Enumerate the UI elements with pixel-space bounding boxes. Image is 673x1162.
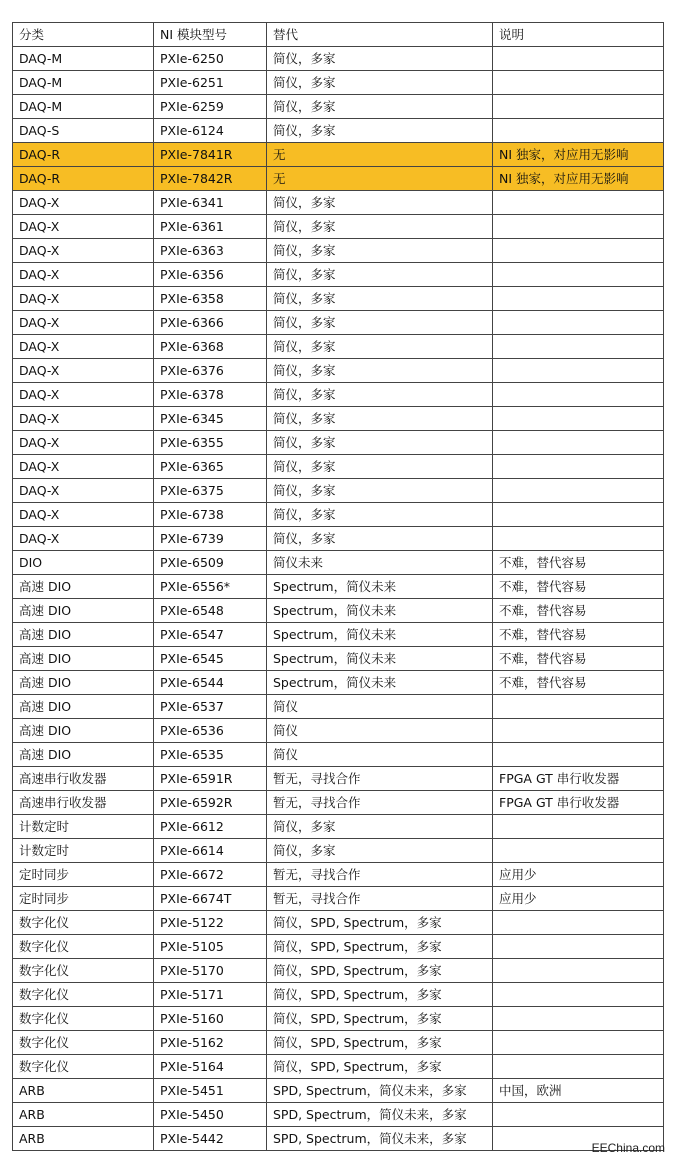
note-cell: [493, 95, 664, 119]
note-cell: [493, 479, 664, 503]
model-cell: PXIe-6545: [154, 647, 267, 671]
model-cell: PXIe-6674T: [154, 887, 267, 911]
note-cell: [493, 503, 664, 527]
category-cell: ARB: [13, 1127, 154, 1151]
note-cell: [493, 911, 664, 935]
header-note: 说明: [493, 23, 664, 47]
replacement-cell: 简仪未来: [267, 551, 493, 575]
note-cell: 不难，替代容易: [493, 599, 664, 623]
replacement-cell: 简仪，多家: [267, 335, 493, 359]
replacement-cell: 简仪: [267, 719, 493, 743]
table-row: [13, 671, 664, 695]
table-row: [13, 263, 664, 287]
table-row: [13, 1055, 664, 1079]
table-row: [13, 359, 664, 383]
category-cell: 高速 DIO: [13, 743, 154, 767]
category-cell: DAQ-S: [13, 119, 154, 143]
note-cell: [493, 191, 664, 215]
replacement-cell: 简仪，多家: [267, 503, 493, 527]
replacement-cell: 简仪，多家: [267, 119, 493, 143]
replacement-cell: 暂无，寻找合作: [267, 887, 493, 911]
replacement-cell: 简仪，多家: [267, 431, 493, 455]
category-cell: DAQ-X: [13, 479, 154, 503]
note-cell: NI 独家，对应用无影响: [493, 167, 664, 191]
note-cell: [493, 287, 664, 311]
replacement-cell: 简仪，多家: [267, 311, 493, 335]
note-cell: [493, 527, 664, 551]
table-row: [13, 815, 664, 839]
category-cell: DAQ-X: [13, 191, 154, 215]
category-cell: DAQ-X: [13, 359, 154, 383]
replacement-cell: 简仪: [267, 695, 493, 719]
model-cell: PXIe-5450: [154, 1103, 267, 1127]
replacement-cell: 无: [267, 167, 493, 191]
table-row: [13, 311, 664, 335]
category-cell: 定时同步: [13, 887, 154, 911]
table-row: [13, 407, 664, 431]
model-cell: PXIe-6509: [154, 551, 267, 575]
table-row: [13, 1127, 664, 1151]
replacement-cell: 简仪，多家: [267, 287, 493, 311]
replacement-cell: 简仪，多家: [267, 71, 493, 95]
table-row: [13, 71, 664, 95]
note-cell: 不难，替代容易: [493, 671, 664, 695]
model-cell: PXIe-6738: [154, 503, 267, 527]
model-cell: PXIe-6376: [154, 359, 267, 383]
note-cell: [493, 983, 664, 1007]
model-cell: PXIe-6592R: [154, 791, 267, 815]
note-cell: 不难，替代容易: [493, 575, 664, 599]
category-cell: 高速串行收发器: [13, 767, 154, 791]
category-cell: DAQ-M: [13, 95, 154, 119]
note-cell: [493, 815, 664, 839]
model-cell: PXIe-6544: [154, 671, 267, 695]
category-cell: 高速串行收发器: [13, 791, 154, 815]
model-cell: PXIe-6535: [154, 743, 267, 767]
model-cell: PXIe-5164: [154, 1055, 267, 1079]
model-cell: PXIe-6378: [154, 383, 267, 407]
replacement-cell: 无: [267, 143, 493, 167]
replacement-cell: 简仪，多家: [267, 263, 493, 287]
table-row: [13, 143, 664, 167]
category-cell: 数字化仪: [13, 911, 154, 935]
replacement-cell: 简仪，SPD, Spectrum，多家: [267, 935, 493, 959]
model-cell: PXIe-6259: [154, 95, 267, 119]
category-cell: DAQ-X: [13, 335, 154, 359]
note-cell: [493, 1031, 664, 1055]
replacement-cell: SPD, Spectrum，简仪未来，多家: [267, 1127, 493, 1151]
model-cell: PXIe-6124: [154, 119, 267, 143]
model-cell: PXIe-6548: [154, 599, 267, 623]
note-cell: FPGA GT 串行收发器: [493, 791, 664, 815]
replacement-cell: Spectrum，简仪未来: [267, 599, 493, 623]
replacement-cell: 暂无，寻找合作: [267, 791, 493, 815]
replacement-cell: 简仪，SPD, Spectrum，多家: [267, 959, 493, 983]
model-cell: PXIe-6366: [154, 311, 267, 335]
table-row: [13, 167, 664, 191]
model-cell: PXIe-6375: [154, 479, 267, 503]
header-model: NI 模块型号: [154, 23, 267, 47]
table-row: [13, 839, 664, 863]
category-cell: 计数定时: [13, 839, 154, 863]
table-row: [13, 95, 664, 119]
category-cell: 高速 DIO: [13, 671, 154, 695]
model-cell: PXIe-6250: [154, 47, 267, 71]
note-cell: [493, 1007, 664, 1031]
note-cell: [493, 239, 664, 263]
note-cell: [493, 959, 664, 983]
model-cell: PXIe-6358: [154, 287, 267, 311]
note-cell: 不难，替代容易: [493, 551, 664, 575]
model-cell: PXIe-5162: [154, 1031, 267, 1055]
table-row: [13, 695, 664, 719]
model-cell: PXIe-6368: [154, 335, 267, 359]
category-cell: DAQ-X: [13, 239, 154, 263]
category-cell: 高速 DIO: [13, 719, 154, 743]
table-row: [13, 959, 664, 983]
category-cell: DAQ-X: [13, 263, 154, 287]
category-cell: 高速 DIO: [13, 695, 154, 719]
note-cell: [493, 407, 664, 431]
model-cell: PXIe-5105: [154, 935, 267, 959]
note-cell: [493, 839, 664, 863]
category-cell: DAQ-M: [13, 47, 154, 71]
model-cell: PXIe-6361: [154, 215, 267, 239]
model-cell: PXIe-5171: [154, 983, 267, 1007]
replacement-cell: 简仪，多家: [267, 383, 493, 407]
table-row: [13, 743, 664, 767]
note-cell: [493, 719, 664, 743]
table-row: [13, 767, 664, 791]
note-cell: 应用少: [493, 863, 664, 887]
note-cell: [493, 935, 664, 959]
note-cell: [493, 335, 664, 359]
table-row: [13, 215, 664, 239]
replacement-cell: 简仪，多家: [267, 47, 493, 71]
category-cell: DAQ-X: [13, 287, 154, 311]
table-row: [13, 191, 664, 215]
replacement-cell: 简仪，多家: [267, 479, 493, 503]
category-cell: DAQ-R: [13, 167, 154, 191]
header-category: 分类: [13, 23, 154, 47]
table-row: [13, 1031, 664, 1055]
table-row: [13, 47, 664, 71]
table-row: [13, 1007, 664, 1031]
table-row: [13, 335, 664, 359]
model-cell: PXIe-6547: [154, 623, 267, 647]
note-cell: [493, 431, 664, 455]
note-cell: [493, 455, 664, 479]
replacement-cell: SPD, Spectrum，简仪未来，多家: [267, 1103, 493, 1127]
model-cell: PXIe-5160: [154, 1007, 267, 1031]
model-cell: PXIe-6355: [154, 431, 267, 455]
replacement-cell: 简仪，多家: [267, 215, 493, 239]
category-cell: 高速 DIO: [13, 647, 154, 671]
replacement-cell: 简仪，SPD, Spectrum，多家: [267, 911, 493, 935]
model-cell: PXIe-6537: [154, 695, 267, 719]
table-row: [13, 287, 664, 311]
category-cell: DAQ-X: [13, 455, 154, 479]
note-cell: [493, 743, 664, 767]
note-cell: 不难，替代容易: [493, 623, 664, 647]
note-cell: NI 独家，对应用无影响: [493, 143, 664, 167]
model-cell: PXIe-6341: [154, 191, 267, 215]
note-cell: [493, 47, 664, 71]
replacement-cell: 简仪，多家: [267, 815, 493, 839]
category-cell: DAQ-X: [13, 215, 154, 239]
replacement-cell: 简仪，多家: [267, 359, 493, 383]
replacement-cell: Spectrum，简仪未来: [267, 623, 493, 647]
category-cell: 定时同步: [13, 863, 154, 887]
model-cell: PXIe-6536: [154, 719, 267, 743]
replacement-cell: 简仪，SPD, Spectrum，多家: [267, 1055, 493, 1079]
replacement-cell: 简仪，多家: [267, 191, 493, 215]
model-cell: PXIe-6363: [154, 239, 267, 263]
model-cell: PXIe-5122: [154, 911, 267, 935]
table-row: [13, 119, 664, 143]
replacement-cell: 简仪，SPD, Spectrum，多家: [267, 1007, 493, 1031]
category-cell: DIO: [13, 551, 154, 575]
model-cell: PXIe-6556*: [154, 575, 267, 599]
model-cell: PXIe-6614: [154, 839, 267, 863]
category-cell: DAQ-X: [13, 311, 154, 335]
model-cell: PXIe-6739: [154, 527, 267, 551]
category-cell: 计数定时: [13, 815, 154, 839]
model-cell: PXIe-7841R: [154, 143, 267, 167]
model-cell: PXIe-6612: [154, 815, 267, 839]
table-row: [13, 647, 664, 671]
replacement-cell: Spectrum，简仪未来: [267, 647, 493, 671]
model-cell: PXIe-6365: [154, 455, 267, 479]
table-row: [13, 887, 664, 911]
note-cell: [493, 1055, 664, 1079]
table-row: [13, 599, 664, 623]
replacement-cell: 简仪，多家: [267, 839, 493, 863]
note-cell: [493, 359, 664, 383]
table-row: [13, 551, 664, 575]
category-cell: 数字化仪: [13, 1031, 154, 1055]
note-cell: [493, 119, 664, 143]
model-cell: PXIe-6345: [154, 407, 267, 431]
category-cell: 数字化仪: [13, 959, 154, 983]
module-replacement-table: [12, 22, 664, 1151]
table-row: [13, 791, 664, 815]
note-cell: [493, 1103, 664, 1127]
replacement-cell: SPD, Spectrum，简仪未来，多家: [267, 1079, 493, 1103]
note-cell: 应用少: [493, 887, 664, 911]
category-cell: DAQ-X: [13, 503, 154, 527]
table-row: [13, 1079, 664, 1103]
table-row: [13, 1103, 664, 1127]
replacement-cell: 简仪，多家: [267, 455, 493, 479]
table-row: [13, 983, 664, 1007]
header-row: [13, 23, 664, 47]
table-row: [13, 431, 664, 455]
category-cell: 高速 DIO: [13, 575, 154, 599]
note-cell: 不难，替代容易: [493, 647, 664, 671]
replacement-cell: 简仪，多家: [267, 407, 493, 431]
replacement-cell: 简仪，多家: [267, 239, 493, 263]
category-cell: DAQ-X: [13, 383, 154, 407]
header-replacement: 替代: [267, 23, 493, 47]
note-cell: [493, 71, 664, 95]
model-cell: PXIe-6251: [154, 71, 267, 95]
table-row: [13, 911, 664, 935]
table-row: [13, 623, 664, 647]
model-cell: PXIe-6591R: [154, 767, 267, 791]
replacement-cell: 简仪，SPD, Spectrum，多家: [267, 1031, 493, 1055]
replacement-cell: Spectrum，简仪未来: [267, 575, 493, 599]
category-cell: 数字化仪: [13, 1055, 154, 1079]
replacement-cell: 暂无，寻找合作: [267, 863, 493, 887]
model-cell: PXIe-7842R: [154, 167, 267, 191]
table-row: [13, 503, 664, 527]
watermark: EEChina.com: [591, 1141, 665, 1155]
note-cell: [493, 383, 664, 407]
table-row: [13, 935, 664, 959]
table-row: [13, 383, 664, 407]
category-cell: ARB: [13, 1103, 154, 1127]
table-row: [13, 455, 664, 479]
replacement-cell: 暂无，寻找合作: [267, 767, 493, 791]
category-cell: DAQ-M: [13, 71, 154, 95]
replacement-cell: 简仪: [267, 743, 493, 767]
category-cell: ARB: [13, 1079, 154, 1103]
table-row: [13, 575, 664, 599]
model-cell: PXIe-6356: [154, 263, 267, 287]
category-cell: DAQ-X: [13, 407, 154, 431]
replacement-cell: Spectrum，简仪未来: [267, 671, 493, 695]
category-cell: 高速 DIO: [13, 623, 154, 647]
model-cell: PXIe-6672: [154, 863, 267, 887]
category-cell: 数字化仪: [13, 983, 154, 1007]
category-cell: 数字化仪: [13, 935, 154, 959]
replacement-cell: 简仪，SPD, Spectrum，多家: [267, 983, 493, 1007]
note-cell: [493, 311, 664, 335]
category-cell: DAQ-X: [13, 431, 154, 455]
model-cell: PXIe-5170: [154, 959, 267, 983]
note-cell: [493, 263, 664, 287]
note-cell: [493, 215, 664, 239]
note-cell: [493, 695, 664, 719]
replacement-cell: 简仪，多家: [267, 95, 493, 119]
table-row: [13, 527, 664, 551]
note-cell: 中国，欧洲: [493, 1079, 664, 1103]
replacement-cell: 简仪，多家: [267, 527, 493, 551]
table-row: [13, 479, 664, 503]
table-row: [13, 719, 664, 743]
model-cell: PXIe-5442: [154, 1127, 267, 1151]
category-cell: DAQ-R: [13, 143, 154, 167]
table-row: [13, 239, 664, 263]
table-row: [13, 863, 664, 887]
category-cell: 高速 DIO: [13, 599, 154, 623]
category-cell: 数字化仪: [13, 1007, 154, 1031]
note-cell: FPGA GT 串行收发器: [493, 767, 664, 791]
model-cell: PXIe-5451: [154, 1079, 267, 1103]
category-cell: DAQ-X: [13, 527, 154, 551]
